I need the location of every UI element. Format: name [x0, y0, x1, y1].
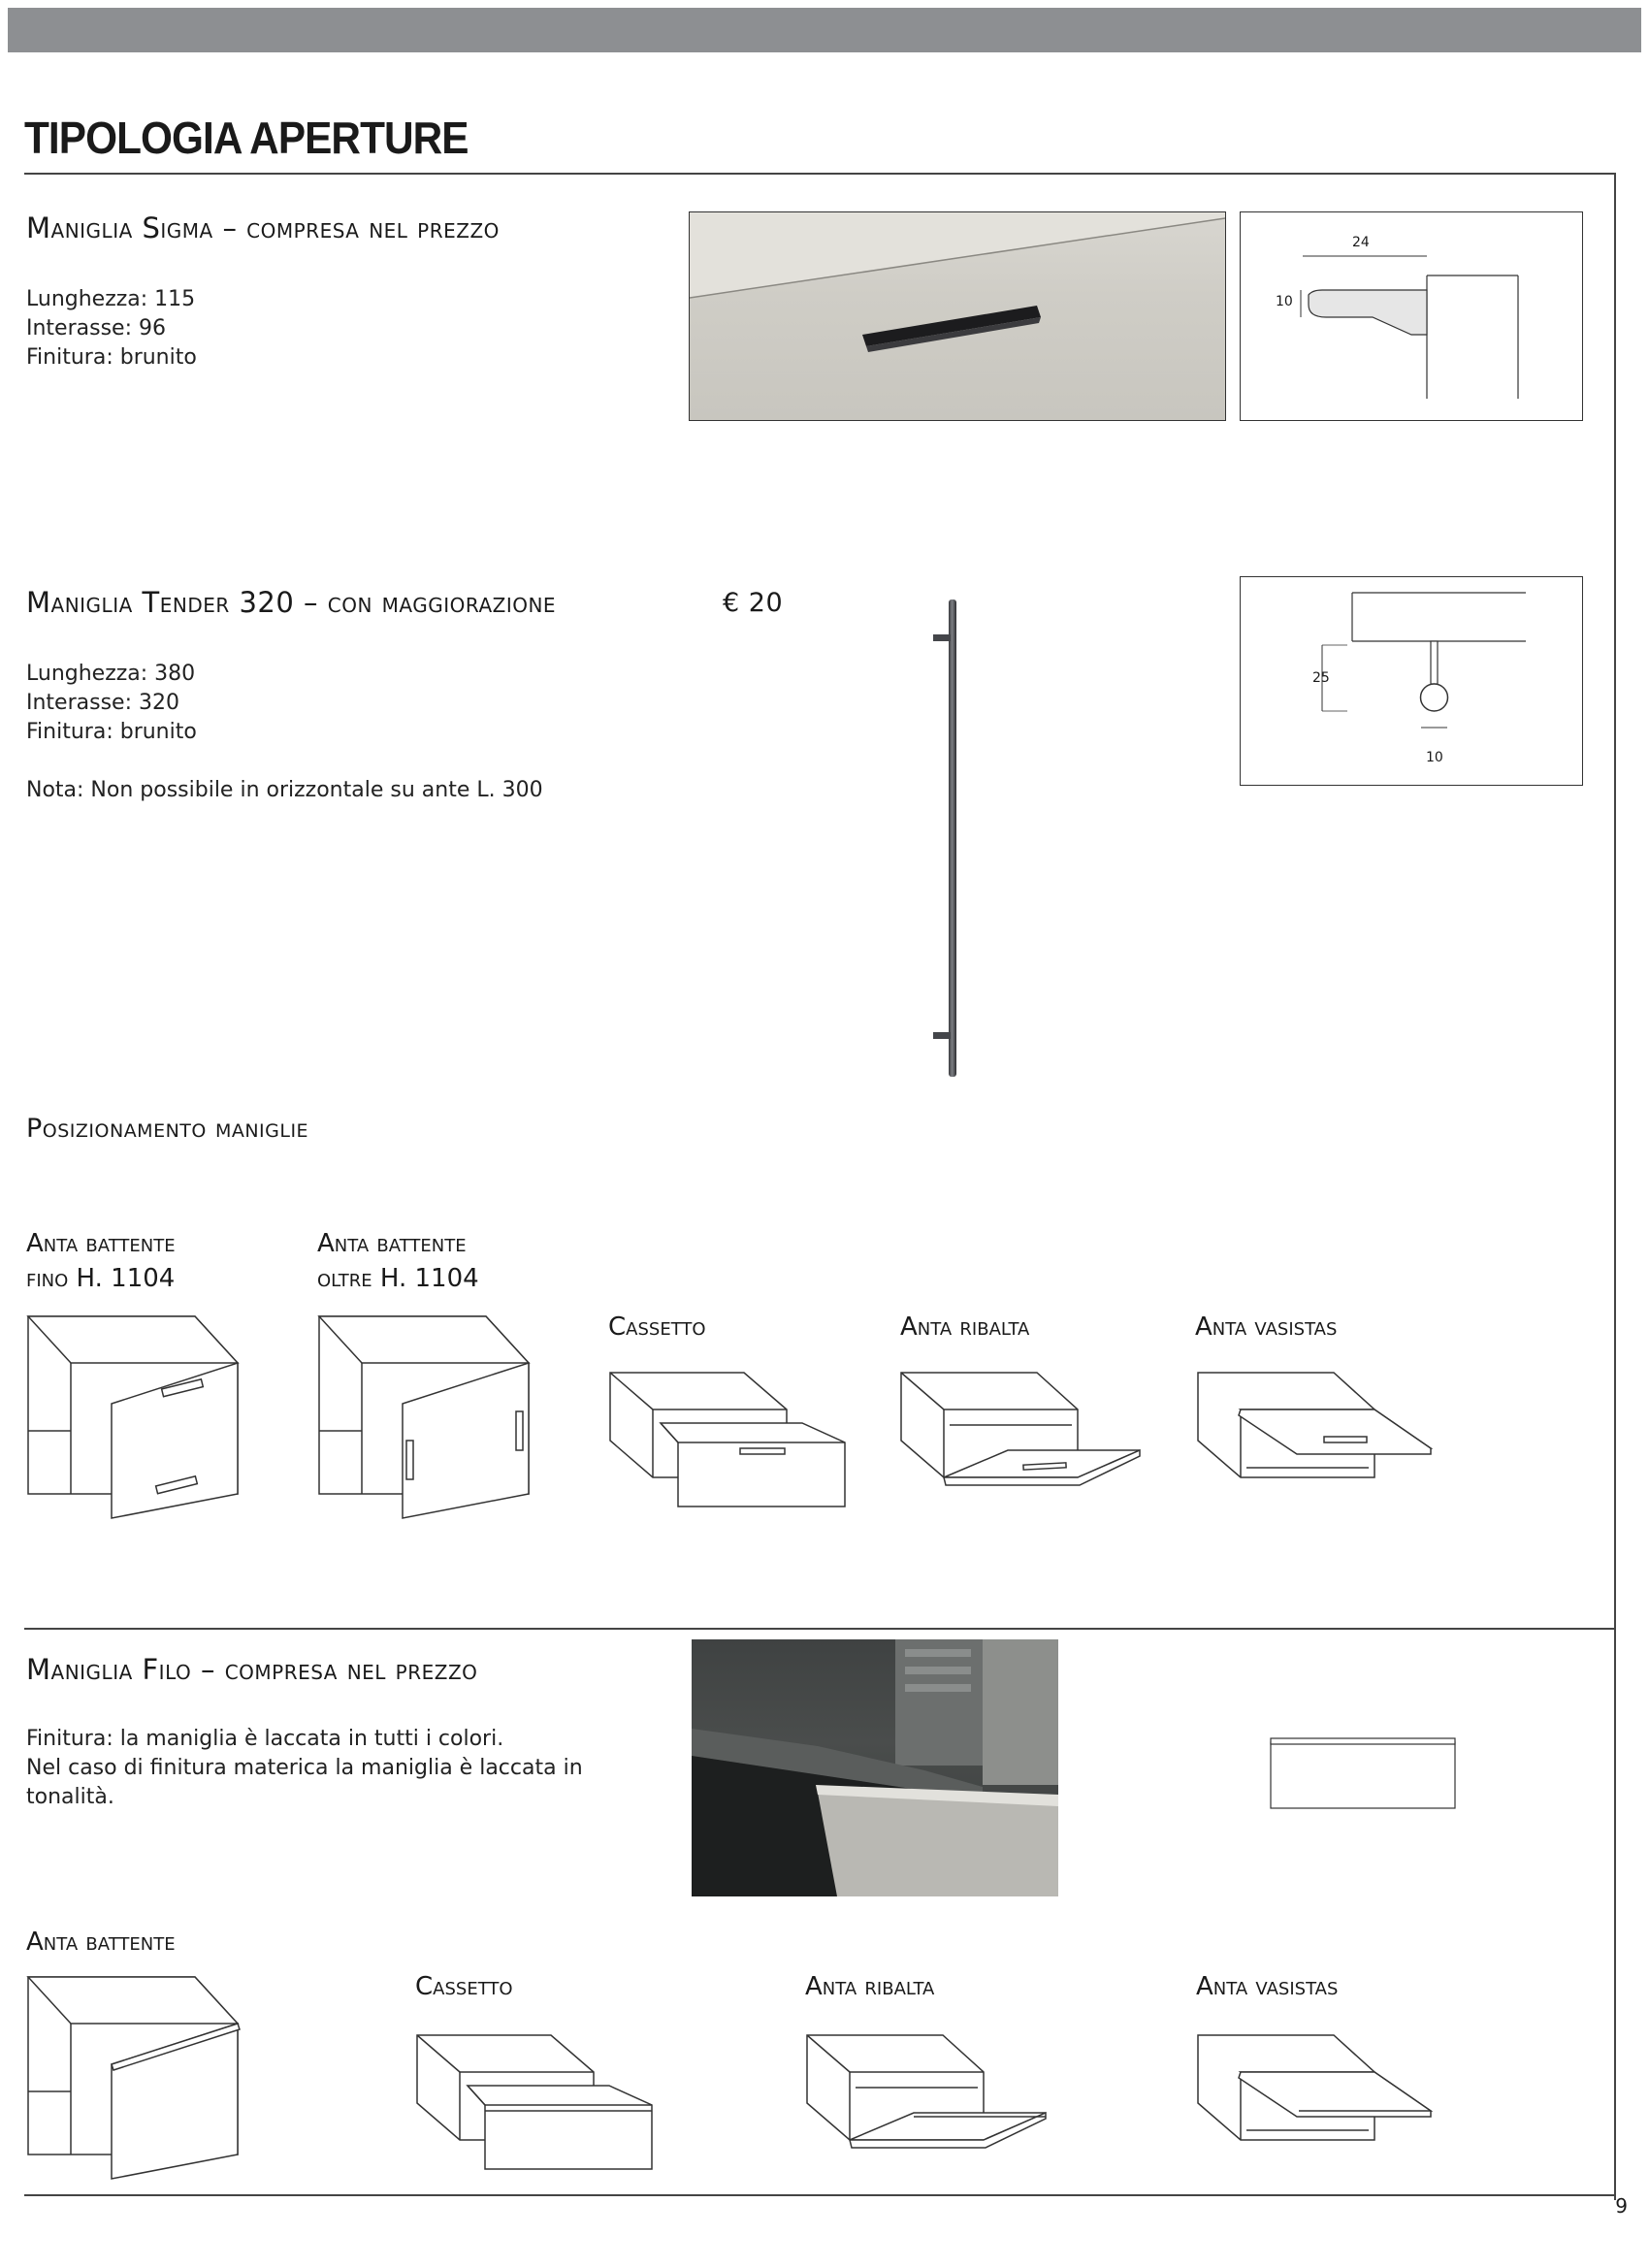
tender-price: € 20: [723, 588, 784, 618]
sigma-spec-finish: Finitura: brunito: [26, 345, 197, 370]
sigma-dim-width: 24: [1352, 235, 1370, 250]
filo-photo: [692, 1639, 1058, 1896]
tender-technical-drawing: [1240, 576, 1583, 786]
header-bar: [8, 8, 1641, 52]
diagram-battente-fino: [26, 1314, 249, 1528]
diagram-cassetto: [608, 1371, 860, 1516]
sigma-dim-height: 10: [1276, 294, 1293, 309]
filo-label-battente: Anta battente: [26, 1928, 176, 1957]
label-cassetto: Cassetto: [608, 1312, 706, 1342]
sigma-photo: [689, 211, 1226, 421]
sigma-technical-drawing: [1240, 211, 1583, 421]
tender-specs: [26, 660, 543, 805]
tender-spec-interaxis: Interasse: 320: [26, 691, 179, 715]
filo-heading: Maniglia Filo – compresa nel prezzo: [26, 1653, 478, 1686]
diagram-vasistas: [1196, 1371, 1448, 1497]
filo-diagram-battente: [26, 1975, 249, 2188]
filo-diagram-ribalta: [805, 2033, 1057, 2159]
sigma-spec-length: Lunghezza: 115: [26, 287, 196, 311]
label-battente-fino: Anta battente fino H. 1104: [26, 1229, 176, 1293]
filo-diagram-cassetto: [415, 2033, 667, 2179]
right-frame-line: [1614, 173, 1616, 2200]
label-ribalta: Anta ribalta: [900, 1312, 1030, 1342]
tender-dim-diameter: 10: [1426, 750, 1443, 765]
tender-spec-length: Lunghezza: 380: [26, 662, 196, 686]
label-vasistas: Anta vasistas: [1195, 1312, 1338, 1342]
section-divider: [24, 1628, 1615, 1630]
filo-label-vasistas: Anta vasistas: [1196, 1972, 1339, 2001]
page-title: TIPOLOGIA APERTURE: [24, 113, 469, 163]
filo-diagram-vasistas: [1196, 2033, 1448, 2159]
tender-heading: Maniglia Tender 320 – con maggiorazione: [26, 586, 557, 619]
sigma-specs: [26, 285, 197, 373]
tender-spec-finish: Finitura: brunito: [26, 720, 197, 744]
tender-dim-height: 25: [1312, 670, 1330, 686]
tender-note: Nota: Non possibile in orizzontale su ante L. 300: [26, 778, 543, 802]
filo-label-ribalta: Anta ribalta: [805, 1972, 935, 2001]
filo-profile-drawing: [1269, 1736, 1463, 1814]
diagram-battente-oltre: [317, 1314, 540, 1528]
tender-handle-photo: [931, 598, 970, 1083]
filo-specs: Finitura: la maniglia è laccata in tutti i colori. Nel caso di finitura materica la maniglia è laccata in tonalità.: [26, 1727, 583, 1809]
sigma-heading: Maniglia Sigma – compresa nel prezzo: [26, 211, 500, 244]
page-number: 9: [1615, 2194, 1628, 2218]
sigma-spec-interaxis: Interasse: 96: [26, 316, 166, 340]
positioning-heading: Posizionamento maniglie: [26, 1114, 309, 1144]
title-rule: [24, 173, 1615, 175]
diagram-ribalta: [899, 1371, 1151, 1497]
filo-label-cassetto: Cassetto: [415, 1972, 513, 2001]
sigma-handle-photo-graphic: [690, 212, 1225, 420]
label-battente-oltre: Anta battente oltre H. 1104: [317, 1229, 479, 1293]
footer-rule: [24, 2194, 1615, 2196]
